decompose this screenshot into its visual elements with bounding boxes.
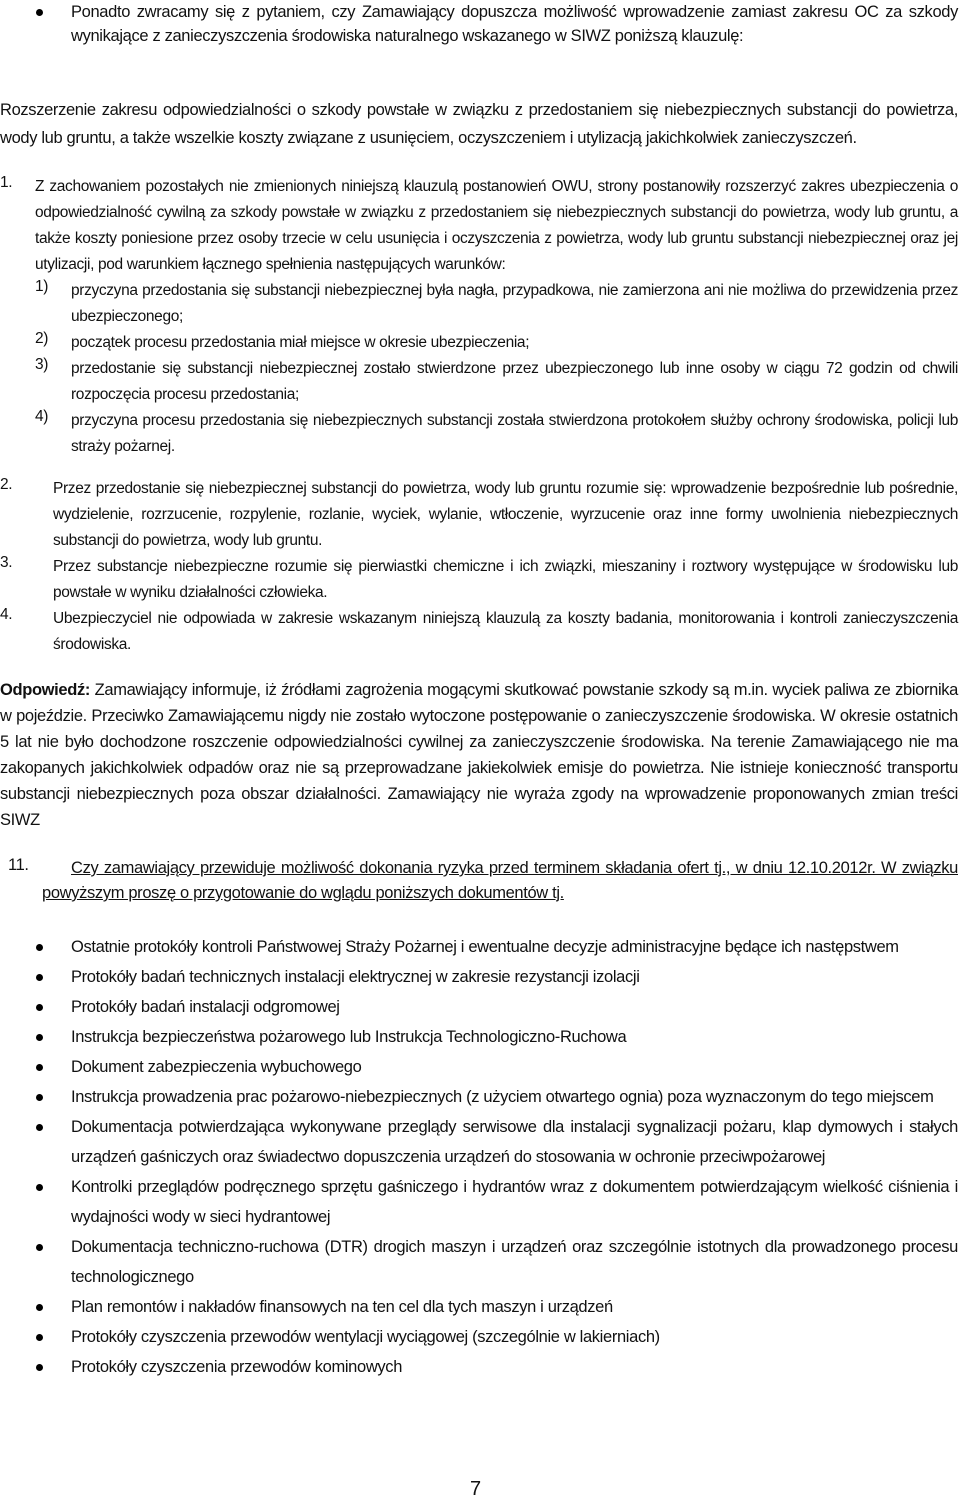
sub-item bbox=[0, 408, 958, 460]
sub-item bbox=[0, 356, 958, 408]
document-list-item bbox=[0, 962, 958, 992]
bullet-icon bbox=[36, 944, 43, 951]
answer-label: Odpowiedź: bbox=[0, 681, 90, 699]
bullet-icon bbox=[36, 1244, 43, 1251]
sub-item-number: 1) bbox=[35, 278, 49, 295]
sub-item-text: przedostanie się substancji niebezpiecznej zostało stwierdzone przez ubezpieczonego lub inne osoby w ciągu 72 godzin od chwili rozpoczęcia procesu przedostania; bbox=[71, 360, 958, 403]
answer-paragraph bbox=[0, 677, 958, 833]
sub-item-number: 3) bbox=[35, 356, 49, 373]
document-item-text: Protokóły badań technicznych instalacji elektrycznej w zakresie rezystancji izolacji bbox=[71, 968, 640, 986]
clause-intro-text: Rozszerzenie zakresu odpowiedzialności o szkody powstałe w związku z przedostaniem się niebezpiecznych substancji do powietrza, wody lub gruntu, a także wszelkie koszty związane z usunięciem, oczyszczeniem i utylizacją jakichkolwiek zanieczyszczeń. bbox=[0, 101, 958, 147]
clause-item-text: Z zachowaniem pozostałych nie zmienionych niniejszą klauzulą postanowień OWU, strony postanowiły rozszerzyć zakres ubezpieczenia o odpowiedzialność cywilną za szkody powstałe w związku z przedostaniem się niebezpiecznych substancji do powietrza, wody lub gruntu, a także koszty poniesione przez osoby trzecie w celu usunięcia i oczyszczenia z powietrza, wody lub gruntu substancji niebezpiecznej oraz jej utylizacji, pod warunkiem łącznego spełnienia następujących warunków: bbox=[35, 178, 958, 273]
intro-text: Ponadto zwracamy się z pytaniem, czy Zamawiający dopuszcza możliwość wprowadzenie zamiast zakresu OC za szkody wynikające z zanieczyszczenia środowiska naturalnego wskazanego w SIWZ poniższą klauzulę: bbox=[71, 3, 958, 45]
document-list-item bbox=[0, 1172, 958, 1232]
clause-item-number: 4. bbox=[0, 606, 13, 623]
clause-item-number: 3. bbox=[0, 554, 13, 571]
bullet-icon bbox=[36, 1064, 43, 1071]
question-text: Czy zamawiający przewiduje możliwość dokonania ryzyka przed terminem składania ofert tj., w dniu 12.10.2012r. W związku powyższym proszę o przygotowanie do wglądu poniższych dokumentów tj. bbox=[42, 859, 958, 902]
bullet-icon bbox=[36, 1124, 43, 1131]
clause-item-text: Ubezpieczyciel nie odpowiada w zakresie wskazanym niniejszą klauzulą za koszty badania, monitorowania i kontroli zanieczyszczenia środowiska. bbox=[53, 610, 958, 653]
document-list-item bbox=[0, 1322, 958, 1352]
sub-item-text: przyczyna przedostania się substancji niebezpiecznej była nagła, przypadkowa, nie zamierzona ani nie możliwa do przewidzenia przez ubezpieczonego; bbox=[71, 282, 958, 325]
document-list-item bbox=[0, 1352, 958, 1382]
document-list-item bbox=[0, 1112, 958, 1172]
clause-item-text: Przez substancje niebezpieczne rozumie się pierwiastki chemiczne i ich związki, mieszaniny i roztwory występujące w środowisku lub powstałe w wyniku działalności człowieka. bbox=[53, 558, 958, 601]
clause-intro bbox=[0, 96, 958, 152]
sub-item bbox=[0, 278, 958, 330]
clause-item bbox=[0, 476, 958, 554]
answer-text: Zamawiający informuje, iż źródłami zagrożenia mogącymi skutkować powstanie szkody są m.in. wyciek paliwa ze zbiornika w pojeździe. Przeciwko Zamawiającemu nigdy nie zostało wytoczone postępowanie o zanieczyszczenie środowiska. W okresie ostatnich 5 lat nie było dochodzone roszczenie odpowiedzialności cywilnej za zanieczyszczenie środowiska. Na terenie Zamawiającego nie ma zakopanych jakichkolwiek odpadów oraz nie są przeprowadzane jakiekolwiek emisje do powietrza. Nie istnieje konieczność transportu substancji niebezpiecznych poza obszar działalności. Zamawiający nie wyraża zgody na wprowadzenie proponowanych zmian treści SIWZ bbox=[0, 681, 958, 829]
document-item-text: Protokóły czyszczenia przewodów wentylacji wyciągowej (szczególnie w lakierniach) bbox=[71, 1328, 660, 1346]
bullet-icon bbox=[36, 974, 43, 981]
document-item-text: Dokumentacja potwierdzająca wykonywane przeglądy serwisowe dla instalacji sygnalizacji pożaru, klap dymowych i stałych urządzeń gaśniczych oraz świadectwo dopuszczenia urządzeń do stosowania w ochronie przeciwpożarowej bbox=[71, 1118, 958, 1166]
clause-item-number: 1. bbox=[0, 174, 13, 191]
sub-item-number: 4) bbox=[35, 408, 49, 425]
bullet-icon bbox=[36, 1034, 43, 1041]
document-list-item bbox=[0, 1232, 958, 1292]
document-item-text: Ostatnie protokóły kontroli Państwowej Straży Pożarnej i ewentualne decyzje administracyjne będące ich następstwem bbox=[71, 938, 899, 956]
clause-items-rest bbox=[0, 476, 958, 658]
document-item-text: Dokument zabezpieczenia wybuchowego bbox=[71, 1058, 362, 1076]
answer-block bbox=[0, 677, 958, 833]
document-item-text: Protokóły czyszczenia przewodów kominowych bbox=[71, 1358, 403, 1376]
clause-item bbox=[0, 174, 958, 278]
documents-list bbox=[0, 932, 958, 1382]
sub-item-number: 2) bbox=[35, 330, 49, 347]
bullet-icon bbox=[36, 1304, 43, 1311]
document-item-text: Kontrolki przeglądów podręcznego sprzętu gaśniczego i hydrantów wraz z dokumentem potwierdzającym wielkość ciśnienia i wydajności wody w sieci hydrantowej bbox=[71, 1178, 958, 1226]
document-list-item bbox=[0, 1022, 958, 1052]
document-item-text: Plan remontów i nakładów finansowych na ten cel dla tych maszyn i urządzeń bbox=[71, 1298, 613, 1316]
bullet-icon bbox=[36, 1364, 43, 1371]
document-list-item bbox=[0, 1082, 958, 1112]
bullet-icon bbox=[36, 1184, 43, 1191]
sub-item-text: początek procesu przedostania miał miejsce w okresie ubezpieczenia; bbox=[71, 334, 530, 351]
bullet-icon bbox=[36, 1004, 43, 1011]
bullet-icon bbox=[36, 9, 43, 16]
clause-item-text: Przez przedostanie się niebezpiecznej substancji do powietrza, wody lub gruntu rozumie się: wprowadzenie bezpośrednie lub pośrednie, wydzielenie, rozrzucenie, rozpylenie, rozlanie, wyciek, wylanie, wtłoczenie, wyrzucenie oraz inne formy uwolnienia niebezpiecznych substancji do powietrza, wody lub gruntu. bbox=[53, 480, 958, 549]
document-item-text: Dokumentacja techniczno-ruchowa (DTR) drogich maszyn i urządzeń oraz szczególnie istotnych dla prowadzonego procesu technologicznego bbox=[71, 1238, 958, 1286]
page-number: 7 bbox=[470, 1478, 481, 1500]
question-number: 11. bbox=[8, 856, 29, 874]
document-list-item bbox=[0, 1052, 958, 1082]
document-item-text: Protokóły badań instalacji odgromowej bbox=[71, 998, 340, 1016]
sub-item bbox=[0, 330, 958, 356]
intro-bullet bbox=[0, 0, 958, 48]
document-item-text: Instrukcja bezpieczeństwa pożarowego lub Instrukcja Technologiczno-Ruchowa bbox=[71, 1028, 627, 1046]
document-item-text: Instrukcja prowadzenia prac pożarowo-niebezpiecznych (z użyciem otwartego ognia) poza wyznaczonym do tego miejscem bbox=[71, 1088, 934, 1106]
clause-item bbox=[0, 606, 958, 658]
document-list-item bbox=[0, 1292, 958, 1322]
bullet-icon bbox=[36, 1334, 43, 1341]
document-list-item bbox=[0, 992, 958, 1022]
clause-item-number: 2. bbox=[0, 476, 13, 493]
document-list-item bbox=[0, 932, 958, 962]
question-11 bbox=[0, 856, 958, 906]
clause-item bbox=[0, 554, 958, 606]
bullet-icon bbox=[36, 1094, 43, 1101]
clause-item-1 bbox=[0, 174, 958, 460]
sub-item-text: przyczyna procesu przedostania się niebezpiecznych substancji została stwierdzona protokołem służby ochrony środowiska, policji lub straży pożarnej. bbox=[71, 412, 958, 455]
